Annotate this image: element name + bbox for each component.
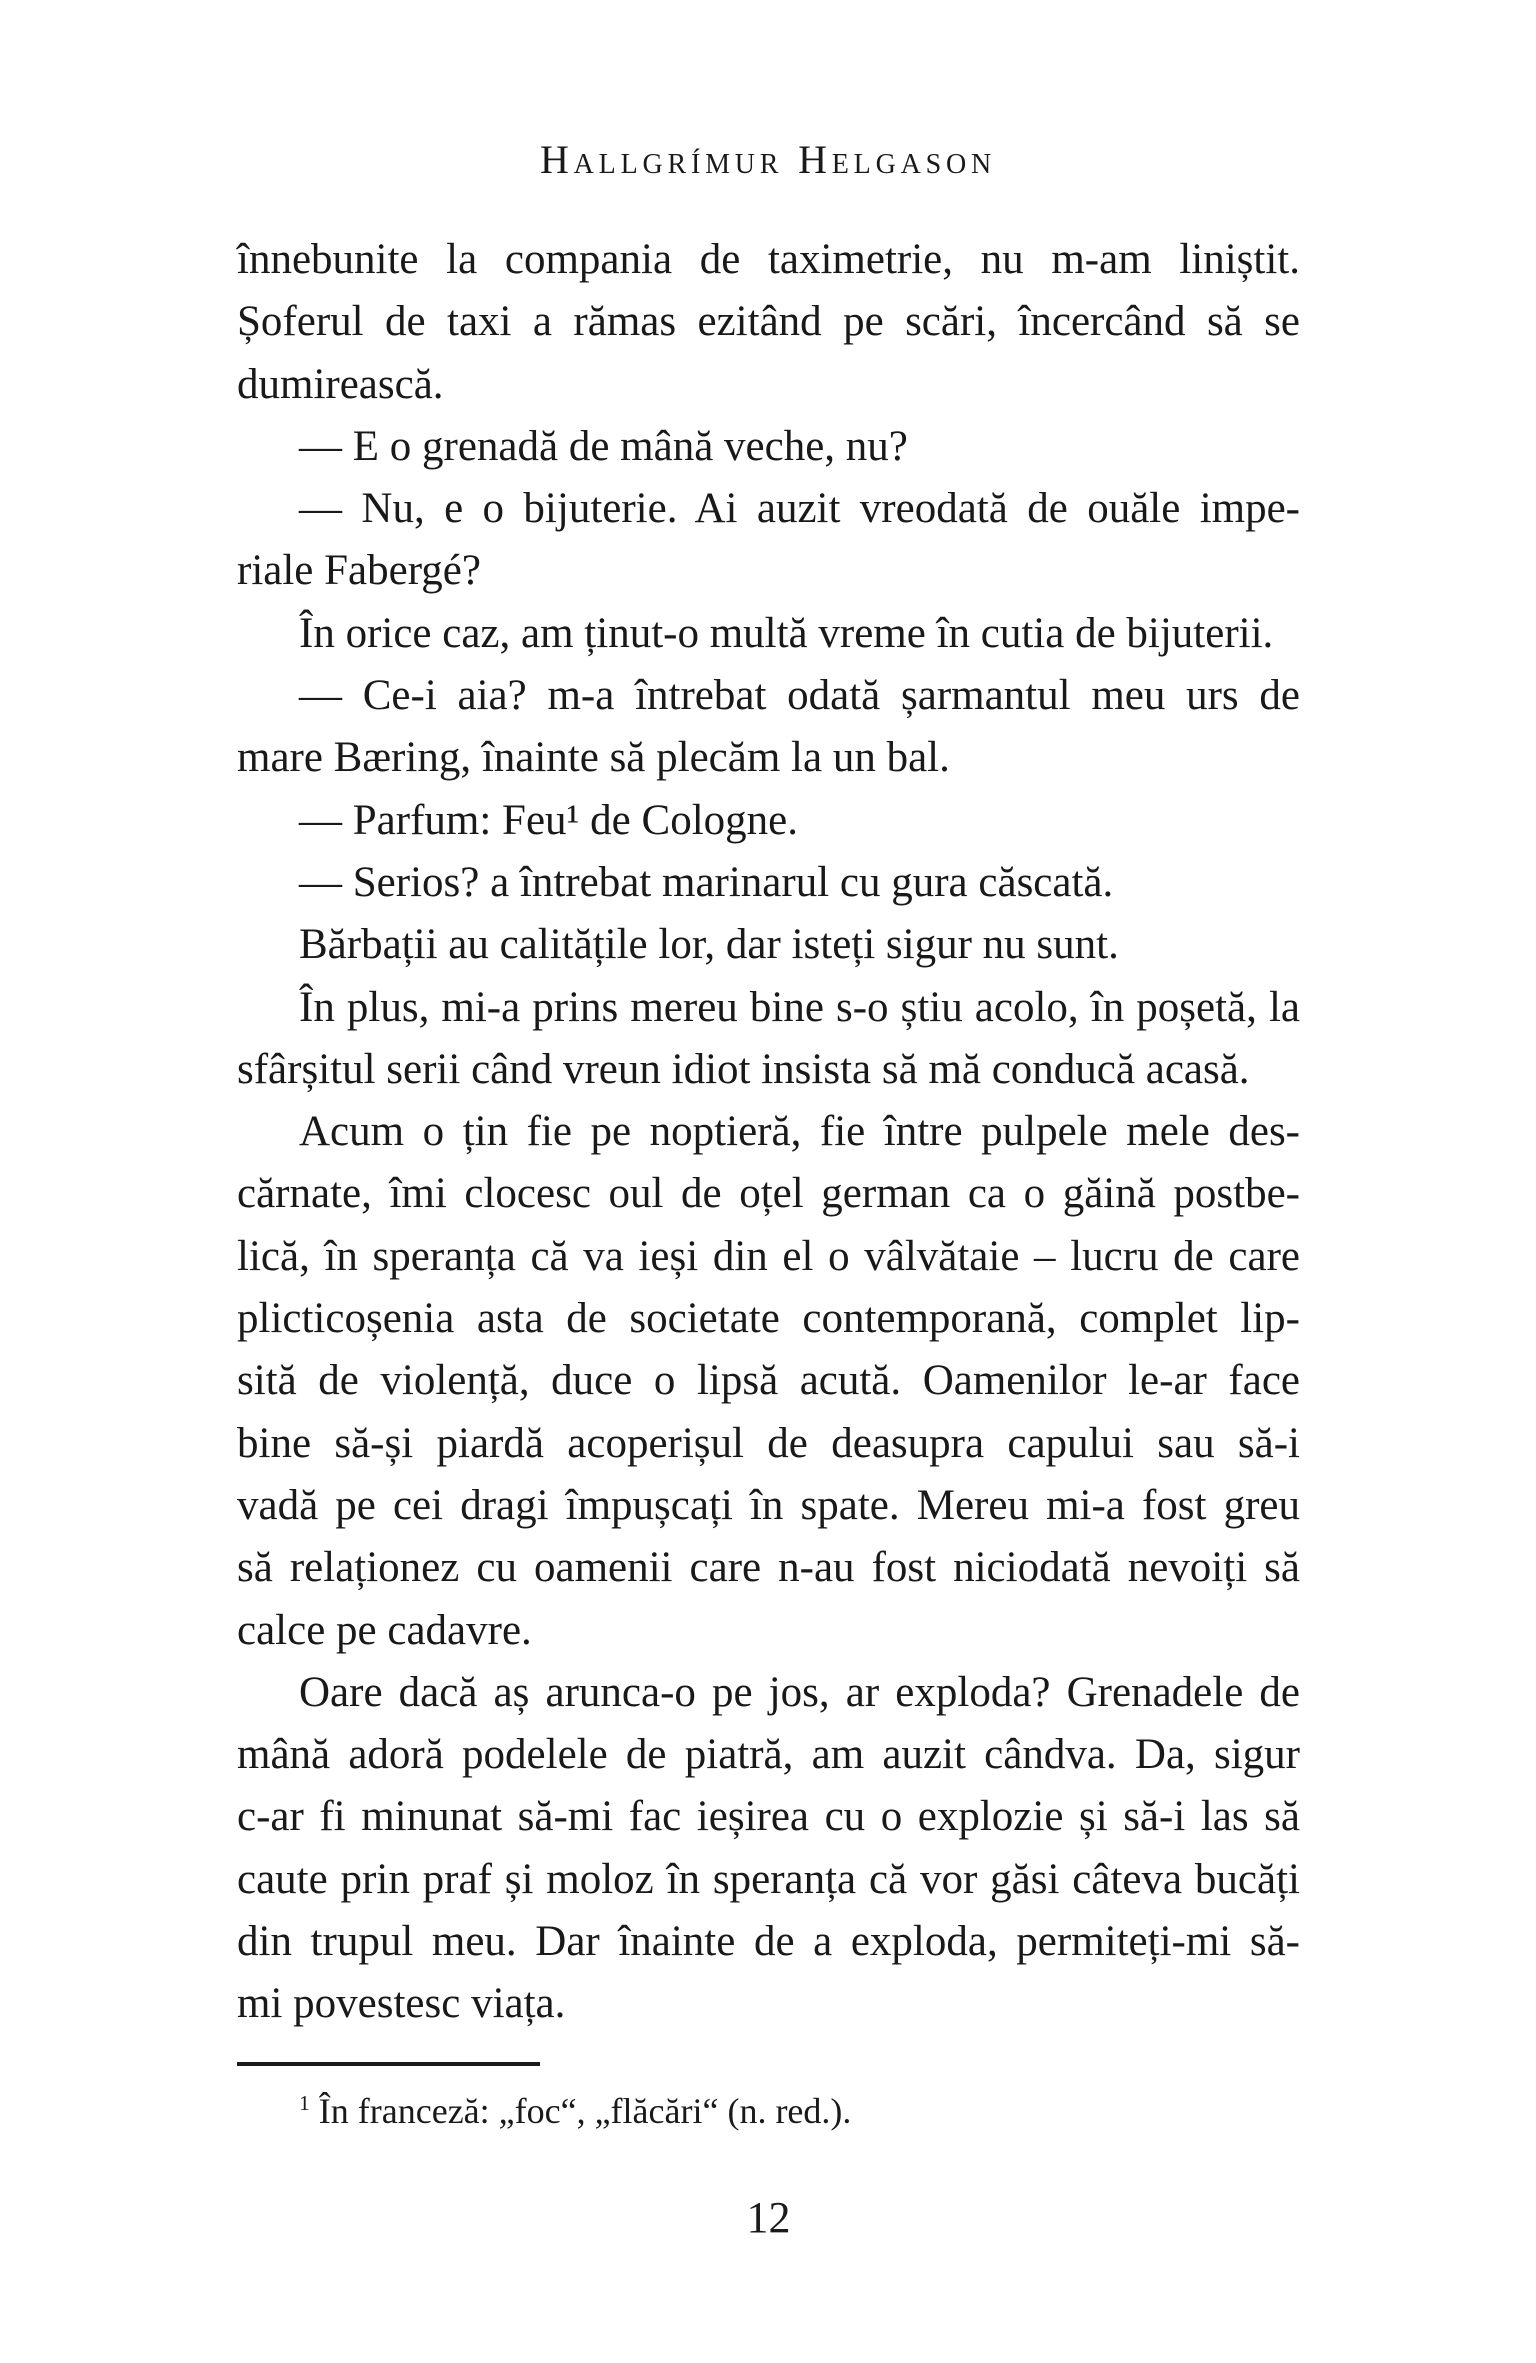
body-line: mână adoră podelele de piatră, am auzit cândva. Da, sigur (237, 1731, 1300, 1779)
body-line: mare Bæring, înainte să plecăm la un bal. (237, 734, 950, 782)
body-line: să relaționez cu oamenii care n-au fost niciodată nevoiți să (237, 1544, 1300, 1592)
body-line: — Serios? a întrebat marinarul cu gura căscată. (299, 858, 1114, 906)
body-line: — E o grenadă de mână veche, nu? (299, 422, 908, 470)
body-line: Șoferul de taxi a rămas ezitând pe scări, încercând să se (237, 298, 1300, 346)
body-line: În plus, mi-a prins mereu bine s-o știu acolo, în poșetă, la (299, 983, 1300, 1031)
body-line: din trupul meu. Dar înainte de a exploda, permiteți-mi să- (237, 1918, 1300, 1966)
body-text (237, 229, 1300, 2036)
body-line: c-ar fi minunat să-mi fac ieșirea cu o explozie și să-i las să (237, 1793, 1300, 1841)
page-number: 12 (746, 2193, 791, 2242)
body-line: — Ce-i aia? m-a întrebat odată șarmantul meu urs de (299, 672, 1300, 720)
body-line: înnebunite la compania de taximetrie, nu m-am liniștit. (237, 236, 1300, 283)
body-line: Oare dacă aș arunca-o pe jos, ar exploda? Grenadele de (299, 1668, 1300, 1716)
body-line: plicticoșenia asta de societate contemporană, complet lip- (237, 1295, 1300, 1343)
body-line: mi povestesc viața. (237, 1980, 566, 2028)
footnote-divider (237, 2062, 540, 2066)
body-line: — Nu, e o bijuterie. Ai auzit vreodată de ouăle impe- (299, 485, 1300, 533)
body-line: Bărbații au calitățile lor, dar isteți sigur nu sunt. (299, 921, 1119, 969)
body-line: caute prin praf și moloz în speranța că vor găsi câteva bucăți (237, 1855, 1300, 1903)
body-line: bine să-și piardă acoperișul de deasupra capului sau să-i (237, 1419, 1300, 1467)
footnote-marker: 1 (299, 2091, 310, 2115)
body-line: În orice caz, am ținut-o multă vreme în cutia de bijuterii. (299, 609, 1274, 657)
footnote-text: În franceză: „foc“, „flăcări“ (n. red.). (318, 2091, 852, 2131)
body-line: cărnate, îmi clocesc oul de oțel german ca o găină postbe- (237, 1170, 1300, 1218)
running-header: Hallgrímur Helgason (539, 137, 997, 182)
footnote (237, 2088, 1300, 2134)
body-line: calce pe cadavre. (237, 1606, 532, 1654)
body-line: sfârșitul serii când vreun idiot insista să mă conducă acasă. (237, 1045, 1250, 1093)
body-line: riale Fabergé? (237, 547, 481, 595)
body-line: lică, în speranța că va ieși din el o vâlvătaie – lucru de care (237, 1232, 1300, 1280)
body-line: vadă pe cei dragi împușcați în spate. Mereu mi-a fost greu (237, 1481, 1300, 1529)
body-line: dumirească. (237, 360, 444, 408)
body-line: Acum o țin fie pe noptieră, fie între pulpele mele des- (299, 1108, 1300, 1156)
body-line: sită de violență, duce o lipsă acută. Oamenilor le-ar face (237, 1357, 1300, 1405)
body-line: — Parfum: Feu¹ de Cologne. (299, 796, 798, 844)
